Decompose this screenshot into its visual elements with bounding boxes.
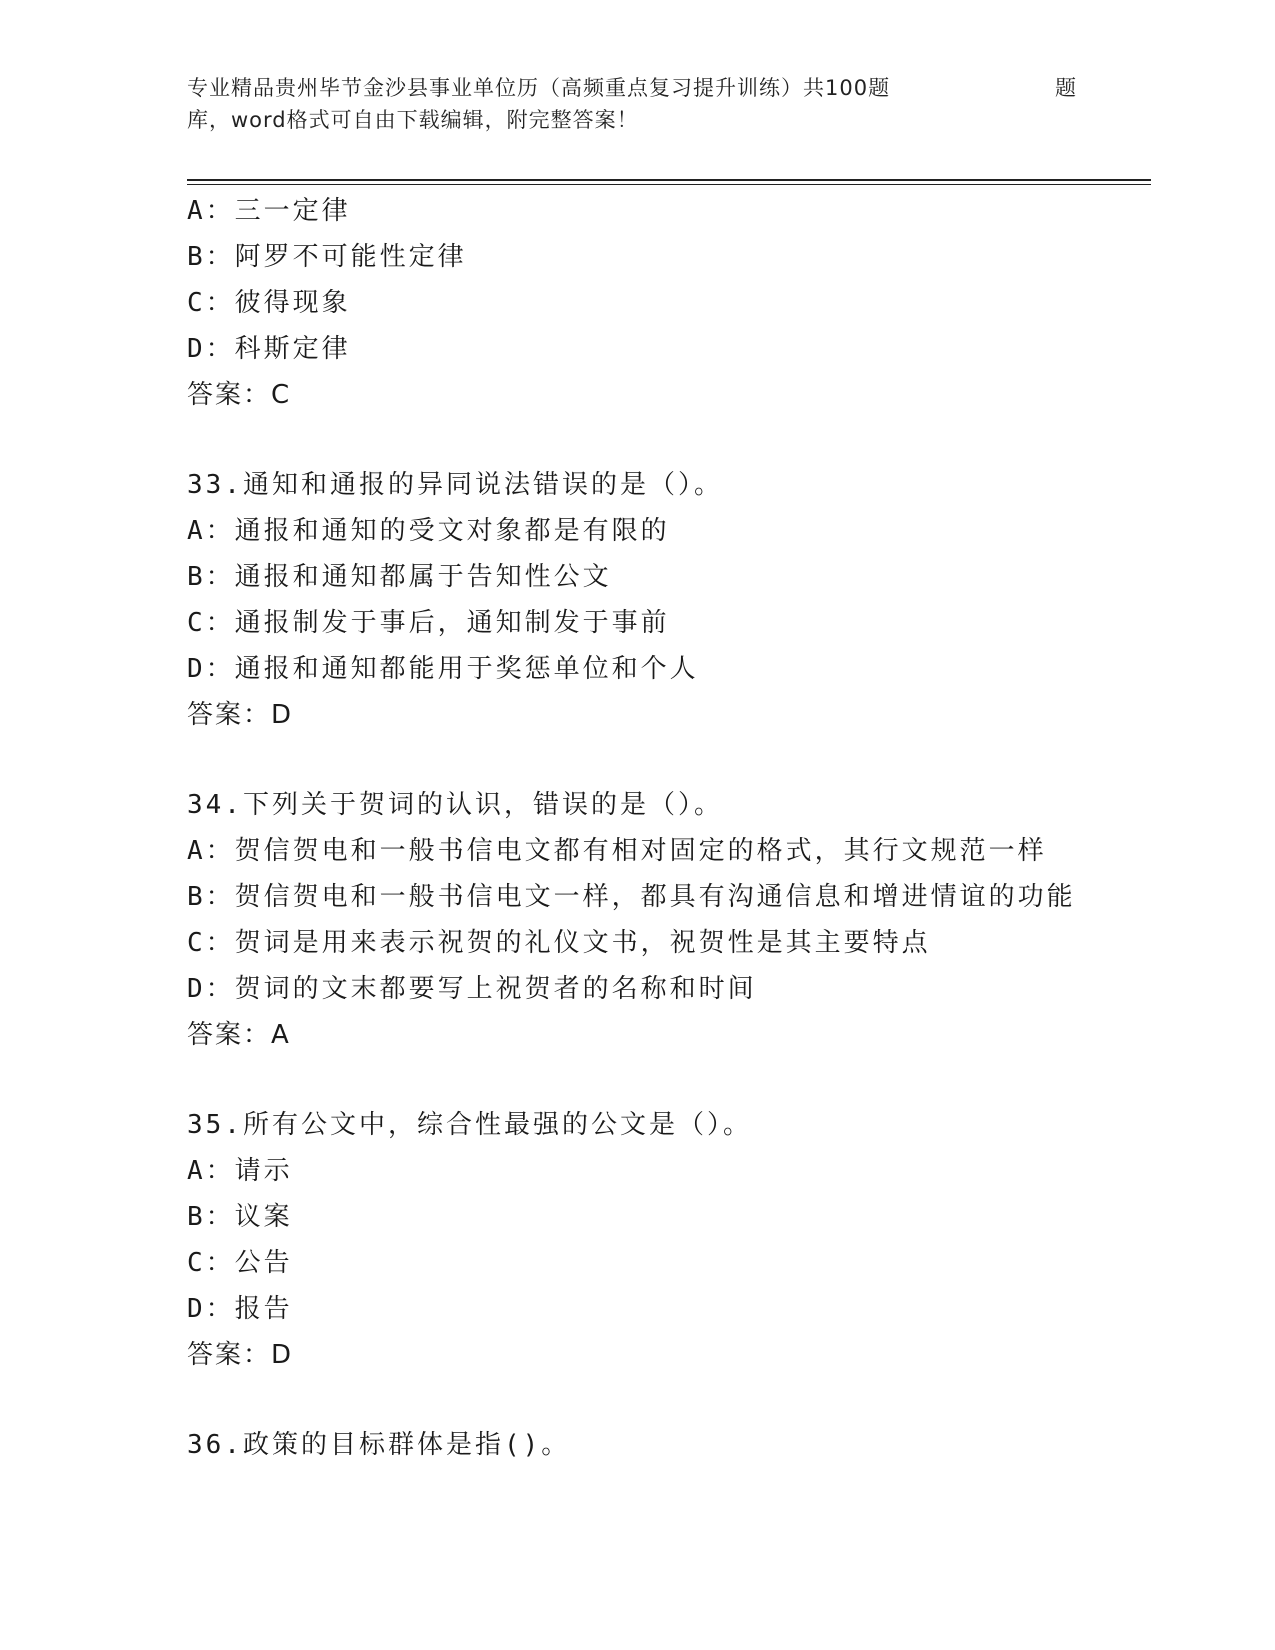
option-b: B：贺信贺电和一般书信电文一样，都具有沟通信息和增进情谊的功能 xyxy=(187,882,1076,912)
question-stem: 33.通知和通报的异同说法错误的是（）。 xyxy=(187,470,723,500)
answer: 答案：A xyxy=(187,1020,291,1050)
answer: 答案：C xyxy=(187,380,292,410)
option-d: D：科斯定律 xyxy=(187,334,351,364)
question-stem: 35.所有公文中，综合性最强的公文是（）。 xyxy=(187,1110,752,1140)
option-b: B：通报和通知都属于告知性公文 xyxy=(187,562,612,592)
header-title-tail: 题 xyxy=(1055,76,1077,100)
option-c: C：彼得现象 xyxy=(187,288,351,318)
question-35 xyxy=(187,1102,1147,1378)
spacer xyxy=(187,738,1147,782)
option-d: D：贺词的文末都要写上祝贺者的名称和时间 xyxy=(187,974,757,1004)
option-b: B：阿罗不可能性定律 xyxy=(187,242,467,272)
option-a: A：三一定律 xyxy=(187,196,351,226)
header-line-2: 库，word格式可自由下载编辑，附完整答案！ xyxy=(187,108,639,132)
option-a: A：贺信贺电和一般书信电文都有相对固定的格式，其行文规范一样 xyxy=(187,836,1047,866)
question-33 xyxy=(187,462,1147,738)
option-d: D：通报和通知都能用于奖惩单位和个人 xyxy=(187,654,699,684)
page-header xyxy=(187,72,1087,136)
answer: 答案：D xyxy=(187,1340,294,1370)
option-c: C：贺词是用来表示祝贺的礼仪文书，祝贺性是其主要特点 xyxy=(187,928,931,958)
header-divider-thin xyxy=(187,184,1151,185)
header-divider-thick xyxy=(187,179,1151,181)
answer: 答案：D xyxy=(187,700,294,730)
header-line-1 xyxy=(187,72,1087,104)
option-b: B：议案 xyxy=(187,1202,293,1232)
spacer xyxy=(187,418,1147,462)
option-c: C：通报制发于事后，通知制发于事前 xyxy=(187,608,670,638)
question-36 xyxy=(187,1422,1147,1468)
spacer xyxy=(187,1378,1147,1422)
question-stem: 34.下列关于贺词的认识，错误的是（）。 xyxy=(187,790,723,820)
option-a: A：通报和通知的受文对象都是有限的 xyxy=(187,516,670,546)
question-content xyxy=(187,188,1147,1468)
spacer xyxy=(187,1058,1147,1102)
question-32 xyxy=(187,188,1147,418)
option-d: D：报告 xyxy=(187,1294,293,1324)
option-c: C：公告 xyxy=(187,1248,293,1278)
question-34 xyxy=(187,782,1147,1058)
header-title-text: 专业精品贵州毕节金沙县事业单位历（高频重点复习提升训练）共100题 xyxy=(187,76,891,100)
question-stem: 36.政策的目标群体是指()。 xyxy=(187,1430,571,1460)
option-a: A：请示 xyxy=(187,1156,293,1186)
